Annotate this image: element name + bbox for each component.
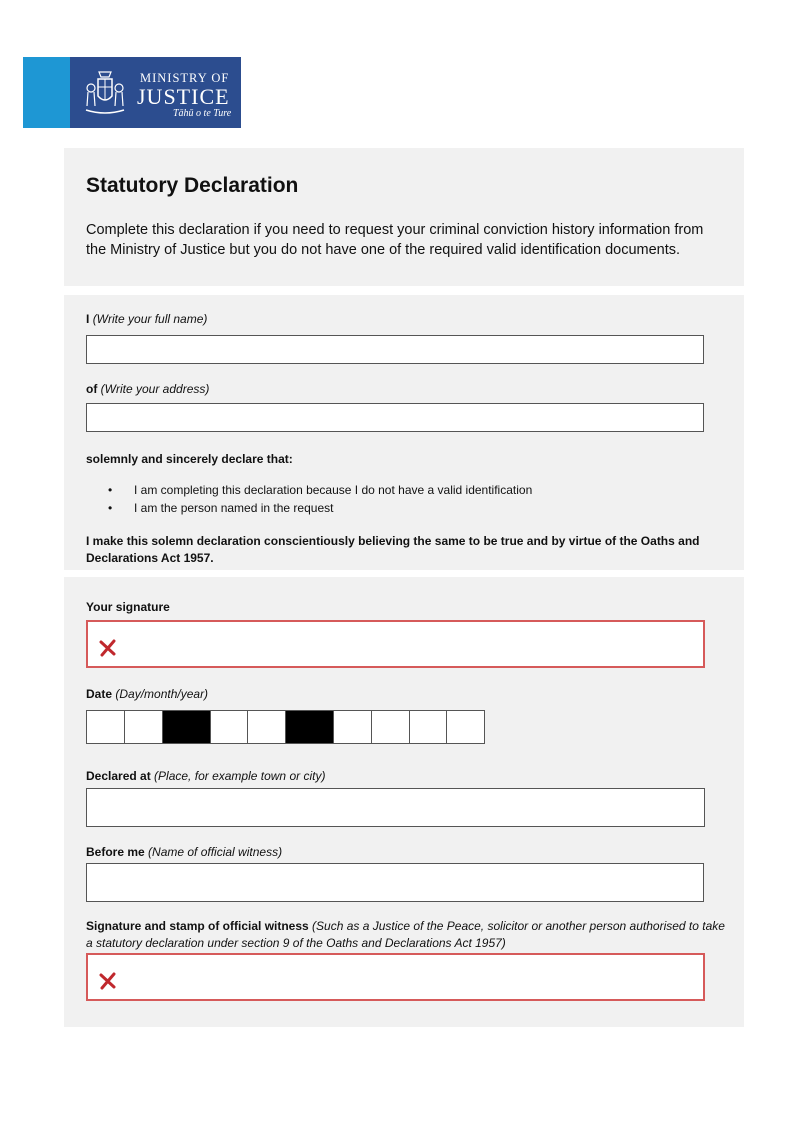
declared-at-label: Declared at (Place, for example town or city) bbox=[86, 769, 326, 783]
sign-here-x-icon bbox=[98, 638, 118, 658]
date-day-digit-1[interactable] bbox=[87, 711, 125, 743]
date-day-digit-2[interactable] bbox=[125, 711, 163, 743]
declaration-bullets bbox=[108, 482, 532, 517]
address-input[interactable] bbox=[86, 403, 704, 432]
logo-main-block bbox=[70, 57, 241, 128]
full-name-label: I (Write your full name) bbox=[86, 312, 208, 326]
logo-ministry-text: MINISTRY OF bbox=[140, 71, 230, 85]
date-year-digit-1[interactable] bbox=[334, 711, 372, 743]
logo-accent-bar bbox=[23, 57, 70, 128]
date-boxes bbox=[86, 710, 485, 744]
witness-signature-field[interactable] bbox=[86, 953, 705, 1001]
list-item: • I am completing this declaration because I do not have a valid identification bbox=[108, 482, 532, 500]
your-signature-field[interactable] bbox=[86, 620, 705, 668]
intro-panel bbox=[64, 148, 744, 286]
ministry-logo bbox=[23, 57, 241, 128]
before-me-label: Before me (Name of official witness) bbox=[86, 845, 283, 859]
declared-at-input[interactable] bbox=[86, 788, 705, 827]
witness-signature-label: Signature and stamp of official witness (Such as a Justice of the Peace, solicitor or another person authorised to take a statutory declaration under section 9 of the Oaths and Declarations Act 1957) bbox=[86, 919, 725, 950]
date-separator bbox=[163, 711, 211, 743]
solemn-statement: I make this solemn declaration conscientiously believing the same to be true and by virtue of the Oaths and Declarations Act 1957. bbox=[86, 534, 700, 565]
date-year-digit-4[interactable] bbox=[447, 711, 485, 743]
intro-text: Complete this declaration if you need to request your criminal conviction history information from the Ministry of Justice but you do not have one of the required valid identification documents. bbox=[86, 222, 704, 258]
date-month-digit-2[interactable] bbox=[248, 711, 286, 743]
page-title: Statutory Declaration bbox=[86, 174, 299, 197]
logo-justice-text: JUSTICE bbox=[137, 84, 230, 109]
address-label: of (Write your address) bbox=[86, 382, 210, 396]
date-month-digit-1[interactable] bbox=[211, 711, 249, 743]
solemn-declare-heading: solemnly and sincerely declare that: bbox=[86, 452, 293, 466]
your-signature-label: Your signature bbox=[86, 600, 170, 614]
date-label: Date (Day/month/year) bbox=[86, 687, 209, 701]
sign-here-x-icon bbox=[98, 971, 118, 991]
coat-of-arms-icon bbox=[82, 68, 128, 118]
date-year-digit-2[interactable] bbox=[372, 711, 410, 743]
list-item: • I am the person named in the request bbox=[108, 500, 532, 518]
witness-name-input[interactable] bbox=[86, 863, 704, 902]
full-name-input[interactable] bbox=[86, 335, 704, 364]
date-separator bbox=[286, 711, 334, 743]
logo-tagline: Tāhū o te Ture bbox=[173, 108, 232, 119]
date-year-digit-3[interactable] bbox=[410, 711, 448, 743]
